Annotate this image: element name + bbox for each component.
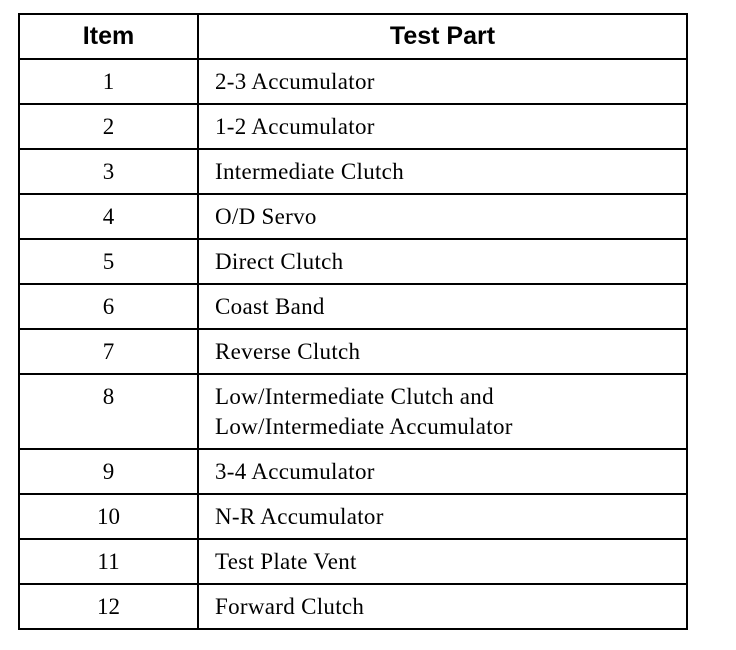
test-part-cell: [198, 494, 687, 539]
item-number-cell: 10: [19, 494, 198, 539]
item-number-cell: 2: [19, 104, 198, 149]
test-part-table: [18, 13, 688, 630]
test-part-cell: [198, 329, 687, 374]
test-part-line: Coast Band: [215, 294, 325, 319]
item-number-cell: 6: [19, 284, 198, 329]
item-number-cell: 12: [19, 584, 198, 629]
test-part-line: Reverse Clutch: [215, 339, 361, 364]
item-number-cell: 8: [19, 374, 198, 449]
test-part-cell: [198, 104, 687, 149]
table-row: [19, 104, 687, 149]
test-part-cell: [198, 539, 687, 584]
test-part-line: Direct Clutch: [215, 249, 344, 274]
table-row: [19, 539, 687, 584]
test-part-cell: [198, 239, 687, 284]
table-row: [19, 374, 687, 449]
test-part-line: Forward Clutch: [215, 594, 365, 619]
item-number-cell: 5: [19, 239, 198, 284]
table-row: [19, 584, 687, 629]
test-part-cell: [198, 374, 687, 449]
test-part-cell: [198, 584, 687, 629]
item-number-cell: 7: [19, 329, 198, 374]
test-part-line: O/D Servo: [215, 204, 317, 229]
test-part-line: 2-3 Accumulator: [215, 69, 375, 94]
item-number-cell: 11: [19, 539, 198, 584]
column-header-test-part: Test Part: [198, 14, 687, 59]
item-number-cell: 4: [19, 194, 198, 239]
item-number-cell: 3: [19, 149, 198, 194]
test-part-line: Low/Intermediate Clutch and: [215, 384, 494, 409]
table-header-row: [19, 14, 687, 59]
table-row: [19, 59, 687, 104]
test-part-line: N-R Accumulator: [215, 504, 384, 529]
test-part-line: 3-4 Accumulator: [215, 459, 375, 484]
table-body: [19, 59, 687, 629]
table-row: [19, 194, 687, 239]
test-part-cell: [198, 149, 687, 194]
test-part-cell: [198, 284, 687, 329]
test-part-line: Low/Intermediate Accumulator: [215, 414, 513, 439]
table-row: [19, 239, 687, 284]
table-row: [19, 284, 687, 329]
test-part-cell: [198, 194, 687, 239]
table-row: [19, 449, 687, 494]
item-number-cell: 1: [19, 59, 198, 104]
table-row: [19, 329, 687, 374]
test-part-cell: [198, 59, 687, 104]
column-header-item: Item: [19, 14, 198, 59]
test-part-line: 1-2 Accumulator: [215, 114, 375, 139]
test-part-line: Intermediate Clutch: [215, 159, 404, 184]
test-part-line: Test Plate Vent: [215, 549, 357, 574]
table-row: [19, 149, 687, 194]
item-number-cell: 9: [19, 449, 198, 494]
table-row: [19, 494, 687, 539]
test-part-cell: [198, 449, 687, 494]
